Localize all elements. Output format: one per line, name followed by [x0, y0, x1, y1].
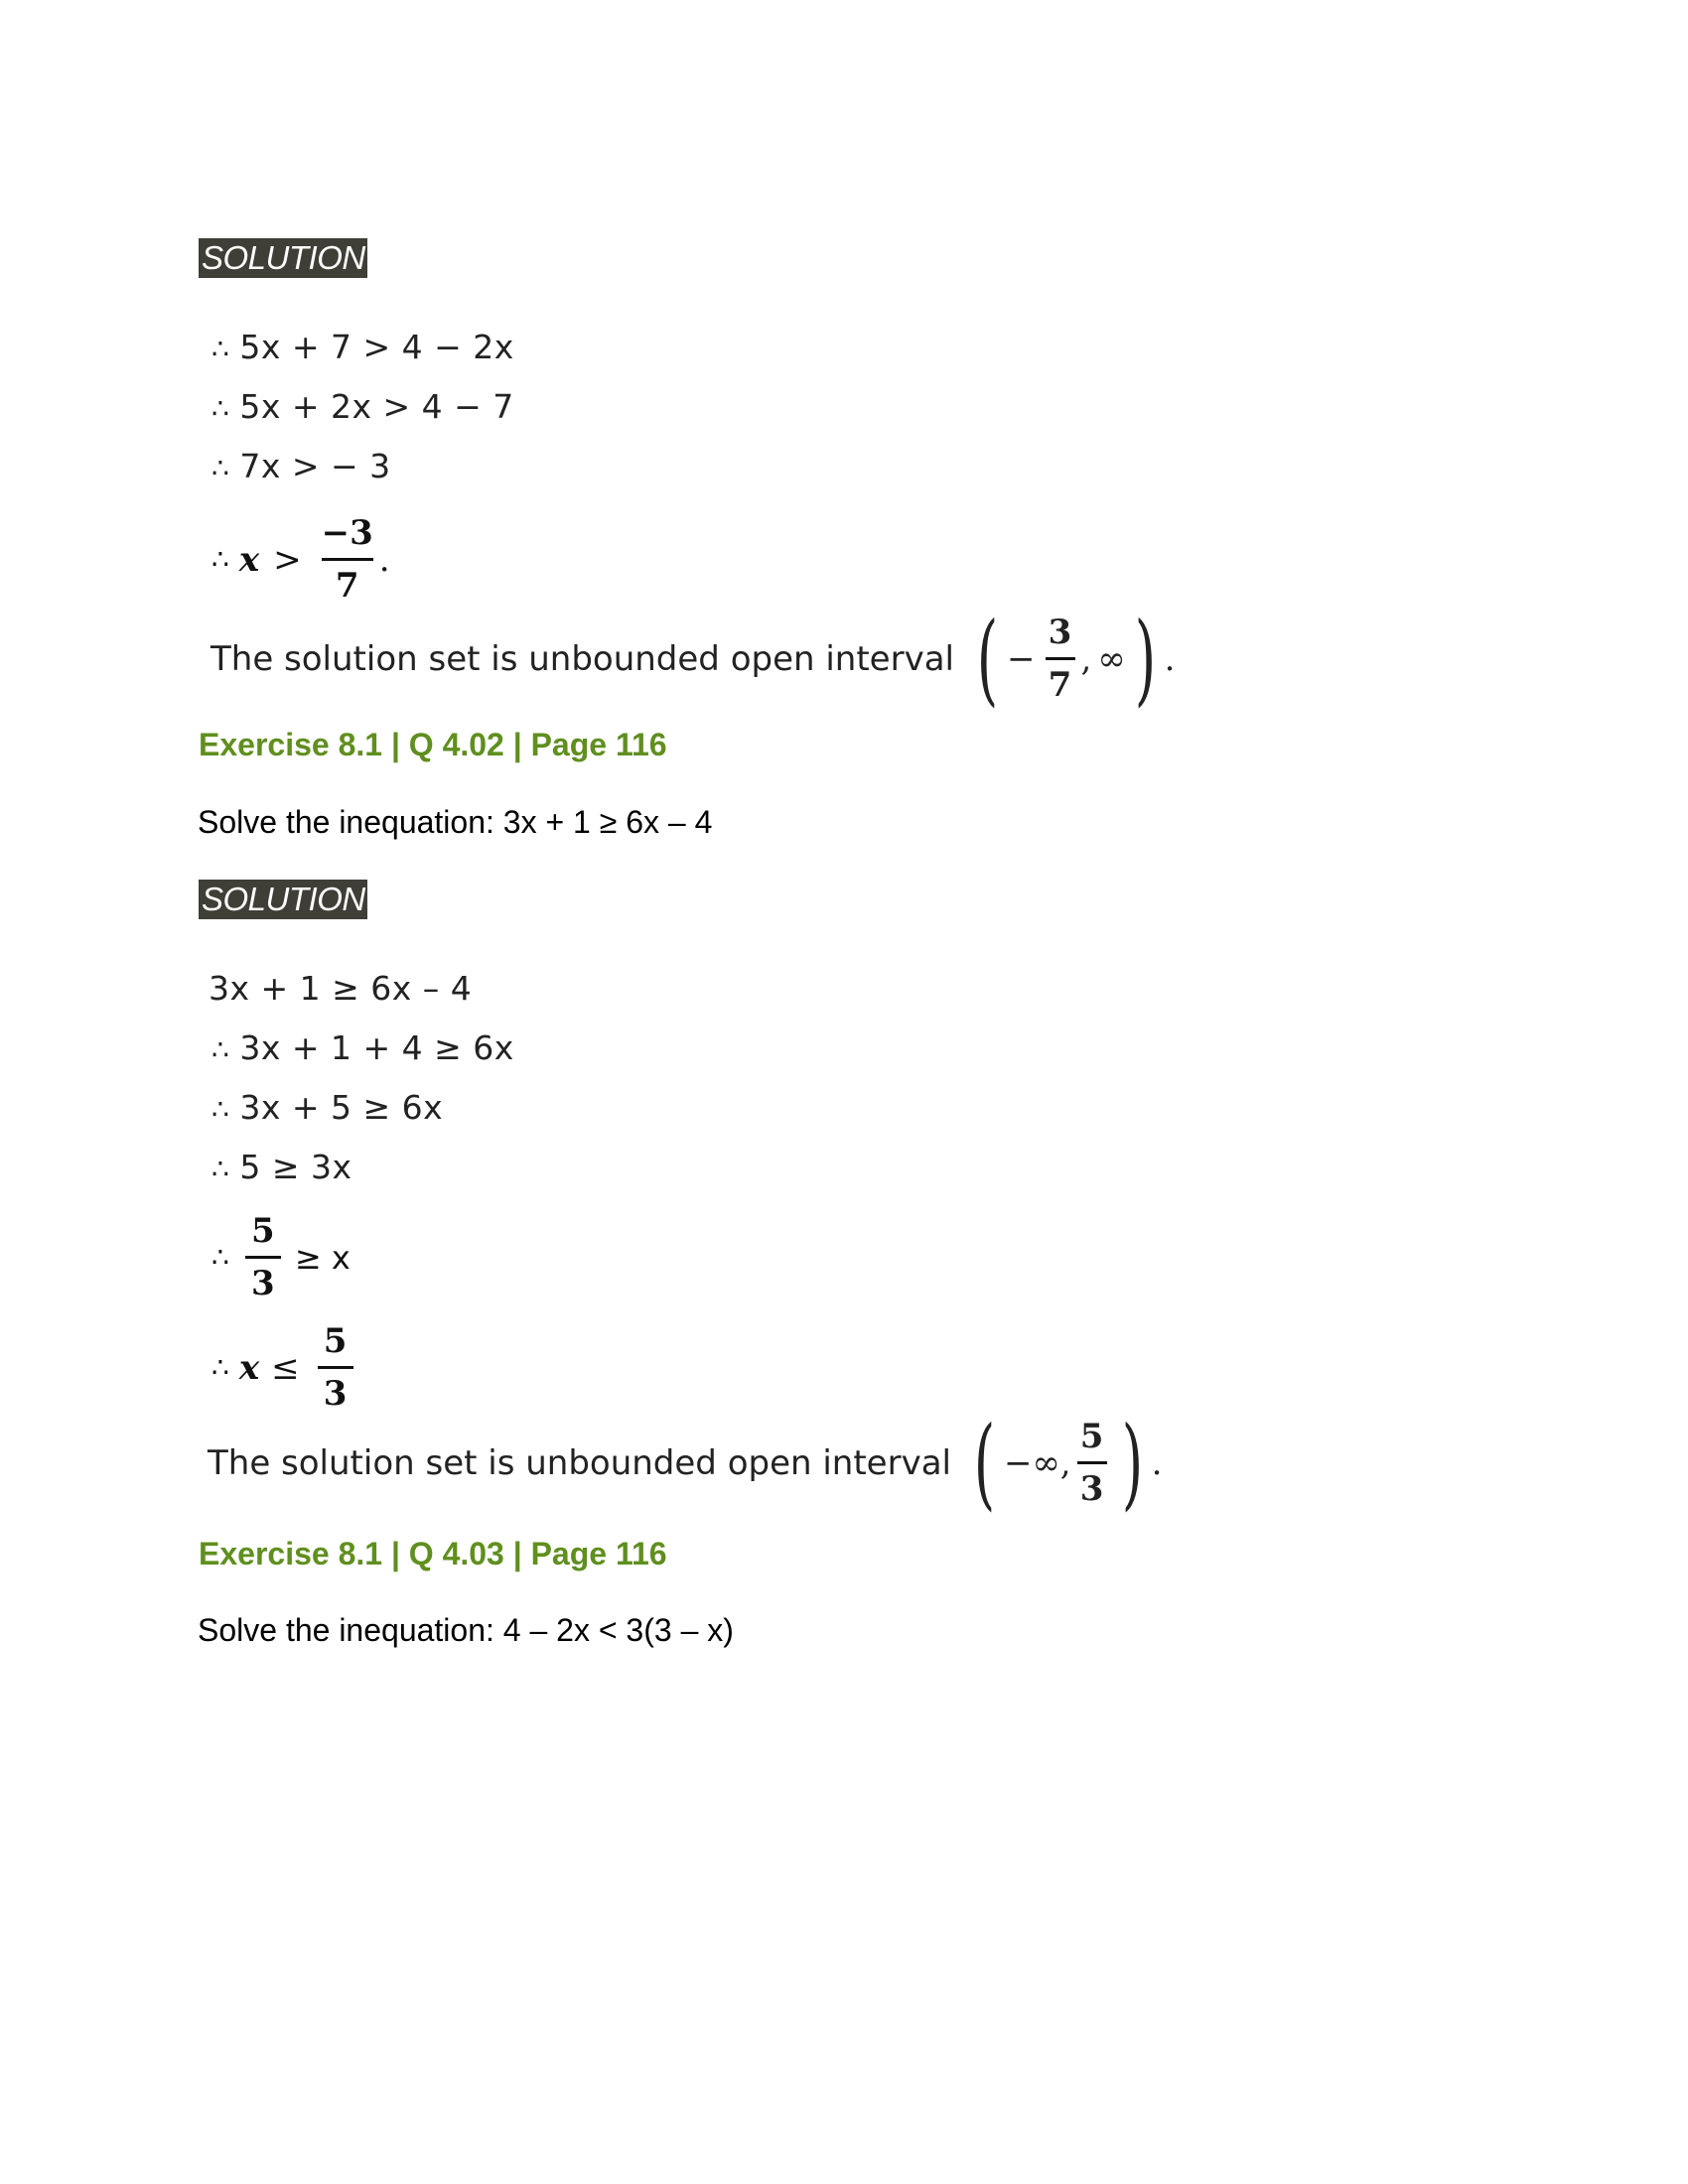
period: .	[378, 539, 390, 580]
step-text: 5x + 2x > 4 − 7	[239, 387, 514, 426]
operator: >	[273, 539, 302, 580]
denominator: 7	[1048, 665, 1072, 705]
question-text-q403: Solve the inequation: 4 – 2x < 3(3 – x)	[198, 1612, 734, 1648]
denominator: 7	[335, 566, 359, 606]
solution-step-1: 3x + 1 ≥ 6x – 4	[209, 969, 473, 1008]
period: .	[1164, 638, 1176, 679]
solution-final-inequality	[211, 508, 390, 611]
solution-label: SOLUTION	[199, 238, 367, 278]
therefore-symbol: ∴	[211, 1241, 229, 1274]
numerator: 5	[323, 1321, 348, 1361]
therefore-symbol: ∴	[211, 1093, 230, 1126]
variable: x	[238, 539, 260, 580]
solution-set-sentence	[211, 600, 1176, 717]
operator: ≤	[271, 1347, 300, 1388]
therefore-symbol: ∴	[211, 1153, 230, 1185]
interval	[965, 1404, 1163, 1521]
left-paren: (	[973, 1404, 996, 1521]
question-text-q402: Solve the inequation: 3x + 1 ≥ 6x – 4	[198, 804, 713, 840]
solution-final-inequality	[211, 1316, 359, 1419]
solution-step-3	[211, 1088, 443, 1127]
step-tail: ≥ x	[294, 1238, 351, 1277]
exercise-heading-q403[interactable]: Exercise 8.1 | Q 4.03 | Page 116	[199, 1536, 667, 1571]
exercise-heading-q402[interactable]: Exercise 8.1 | Q 4.02 | Page 116	[199, 727, 667, 762]
sentence-text: The solution set is unbounded open interval	[211, 638, 954, 679]
fraction	[1046, 608, 1075, 710]
solution-step-2	[211, 387, 514, 426]
right-paren: )	[1134, 600, 1156, 717]
step-text: 7x > − 3	[239, 447, 391, 485]
right-paren: )	[1121, 1404, 1143, 1521]
variable: x	[238, 1347, 260, 1388]
solution-step-3	[211, 447, 391, 485]
solution-set-sentence	[208, 1404, 1163, 1521]
therefore-symbol: ∴	[211, 333, 230, 365]
infinity: ∞	[1097, 638, 1126, 679]
numerator: −3	[321, 513, 373, 553]
step-text: 3x + 5 ≥ 6x	[239, 1088, 444, 1127]
interval	[968, 600, 1176, 717]
comma: ,	[1080, 638, 1092, 679]
fraction	[245, 1206, 281, 1308]
left-paren: (	[976, 600, 999, 717]
denominator: 3	[250, 1264, 275, 1303]
therefore-symbol: ∴	[211, 452, 230, 484]
step-text: 5x + 7 > 4 − 2x	[239, 328, 514, 366]
solution-step-2	[211, 1028, 514, 1067]
numerator: 3	[1048, 613, 1072, 652]
negative-infinity: −∞,	[1004, 1442, 1071, 1483]
fraction	[322, 508, 373, 611]
fraction	[318, 1316, 353, 1419]
solution-step-5	[211, 1206, 351, 1308]
therefore-symbol: ∴	[211, 1351, 229, 1384]
sentence-text: The solution set is unbounded open interval	[208, 1442, 951, 1483]
therefore-symbol: ∴	[211, 543, 229, 576]
step-text: 5 ≥ 3x	[239, 1148, 352, 1186]
denominator: 3	[323, 1374, 348, 1414]
denominator: 3	[1079, 1469, 1104, 1509]
fraction	[1077, 1412, 1107, 1514]
solution-step-4	[211, 1148, 352, 1186]
minus-sign: −	[1007, 638, 1036, 679]
numerator: 5	[1079, 1417, 1104, 1456]
step-text: 3x + 1 + 4 ≥ 6x	[239, 1028, 514, 1067]
solution-label: SOLUTION	[199, 880, 367, 919]
therefore-symbol: ∴	[211, 392, 230, 425]
therefore-symbol: ∴	[211, 1033, 230, 1066]
numerator: 5	[250, 1211, 275, 1251]
solution-step-1	[211, 328, 514, 366]
period: .	[1151, 1442, 1163, 1483]
